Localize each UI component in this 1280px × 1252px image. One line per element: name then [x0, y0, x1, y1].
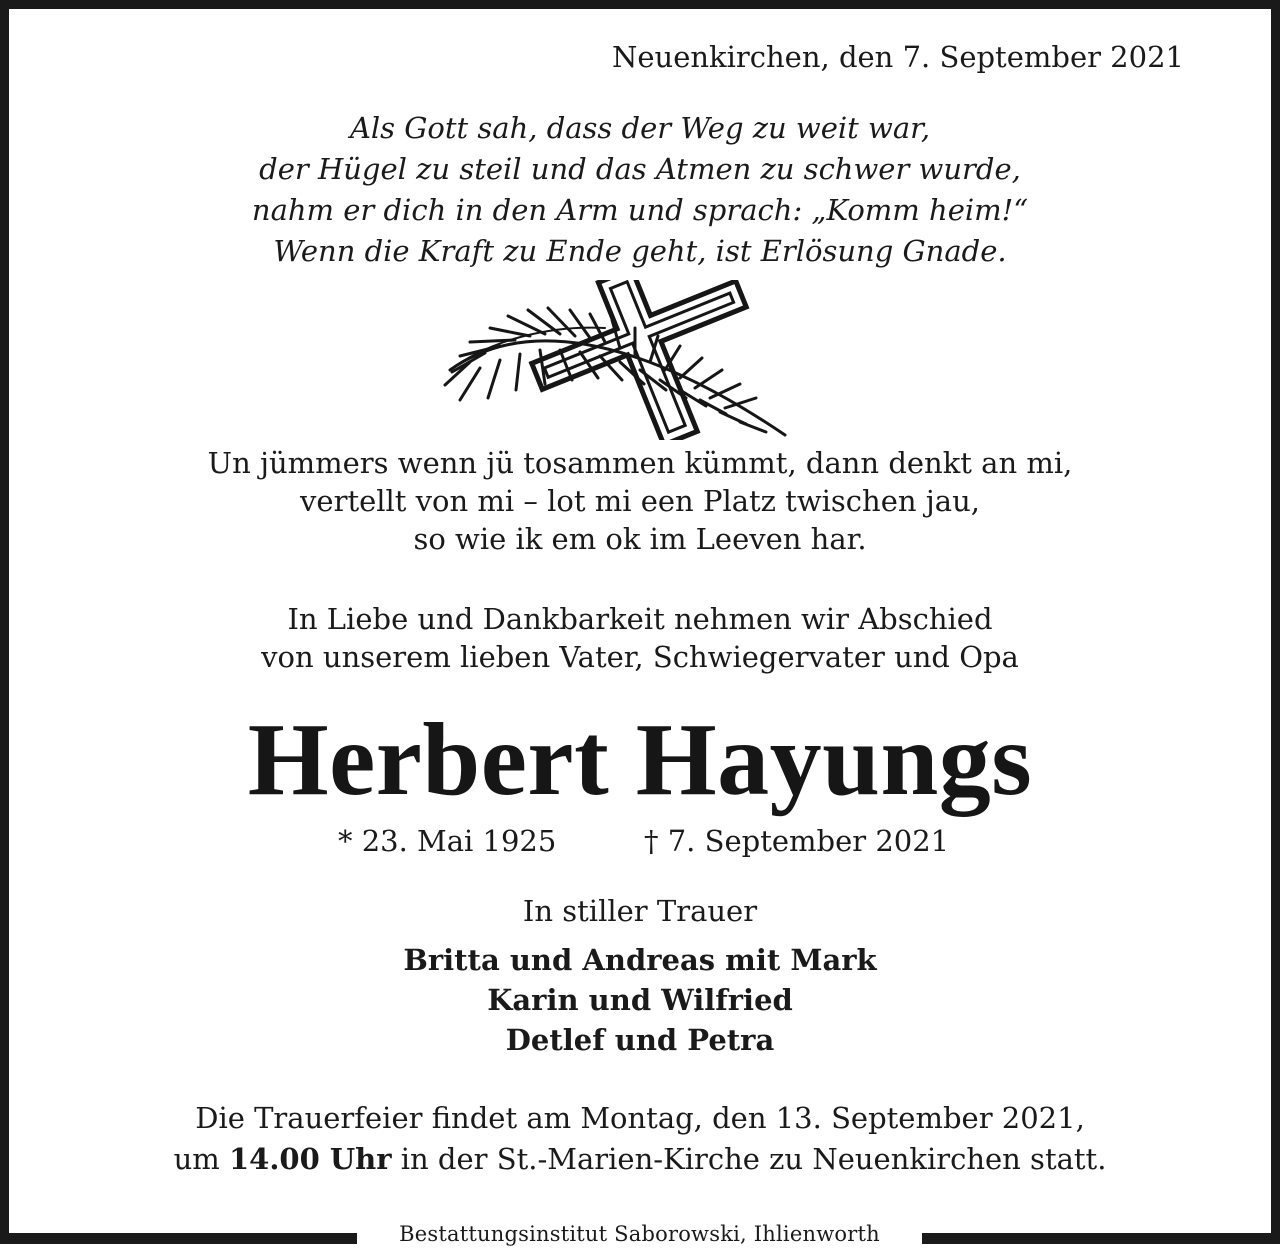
quote-line: Als Gott sah, dass der Weg zu weit war,	[349, 111, 931, 145]
verse-block	[0, 444, 1280, 558]
service-line	[0, 1139, 1280, 1180]
farewell-text	[0, 600, 1280, 676]
undertaker-credit: Bestattungsinstitut Saborowski, Ihlienworth	[399, 1222, 880, 1246]
mourners-list	[0, 940, 1280, 1060]
farewell-line: von unserem lieben Vater, Schwiegervater und Opa	[261, 640, 1019, 674]
service-line: Die Trauerfeier findet am Montag, den 13. September 2021,	[195, 1101, 1085, 1135]
deceased-name: Herbert Hayungs	[247, 702, 1033, 817]
quote-block	[0, 108, 1280, 272]
border-bottom-left	[0, 1233, 357, 1244]
mourner-name: Britta und Andreas mit Mark	[403, 943, 877, 977]
service-time-prefix: um	[173, 1142, 229, 1176]
border-bottom-right	[922, 1233, 1280, 1244]
death-date: † 7. September 2021	[644, 824, 950, 858]
service-location: in der St.-Marien-Kirche zu Neuenkirchen statt.	[391, 1142, 1107, 1176]
verse-line: vertellt von mi – lot mi een Platz twischen jau,	[300, 484, 980, 518]
border-top	[0, 0, 1280, 9]
cross-with-palm-frond-icon	[430, 280, 790, 440]
mourning-intro: In stiller Trauer	[522, 894, 758, 928]
birth-date: * 23. Mai 1925	[338, 824, 557, 858]
verse-line: Un jümmers wenn jü tosammen kümmt, dann denkt an mi,	[207, 446, 1073, 480]
quote-line: der Hügel zu steil und das Atmen zu schwer wurde,	[259, 152, 1021, 186]
quote-line: nahm er dich in den Arm und sprach: „Komm heim!“	[251, 193, 1029, 227]
service-time: 14.00 Uhr	[228, 1142, 392, 1176]
place-date-line: Neuenkirchen, den 7. September 2021	[612, 40, 1184, 74]
farewell-line: In Liebe und Dankbarkeit nehmen wir Abschied	[287, 602, 993, 636]
mourner-name: Detlef und Petra	[505, 1023, 775, 1057]
mourner-name: Karin und Wilfried	[487, 983, 793, 1017]
verse-line: so wie ik em ok im Leeven har.	[413, 522, 867, 556]
quote-line: Wenn die Kraft zu Ende geht, ist Erlösung Gnade.	[273, 234, 1007, 268]
funeral-service-info	[0, 1098, 1280, 1180]
